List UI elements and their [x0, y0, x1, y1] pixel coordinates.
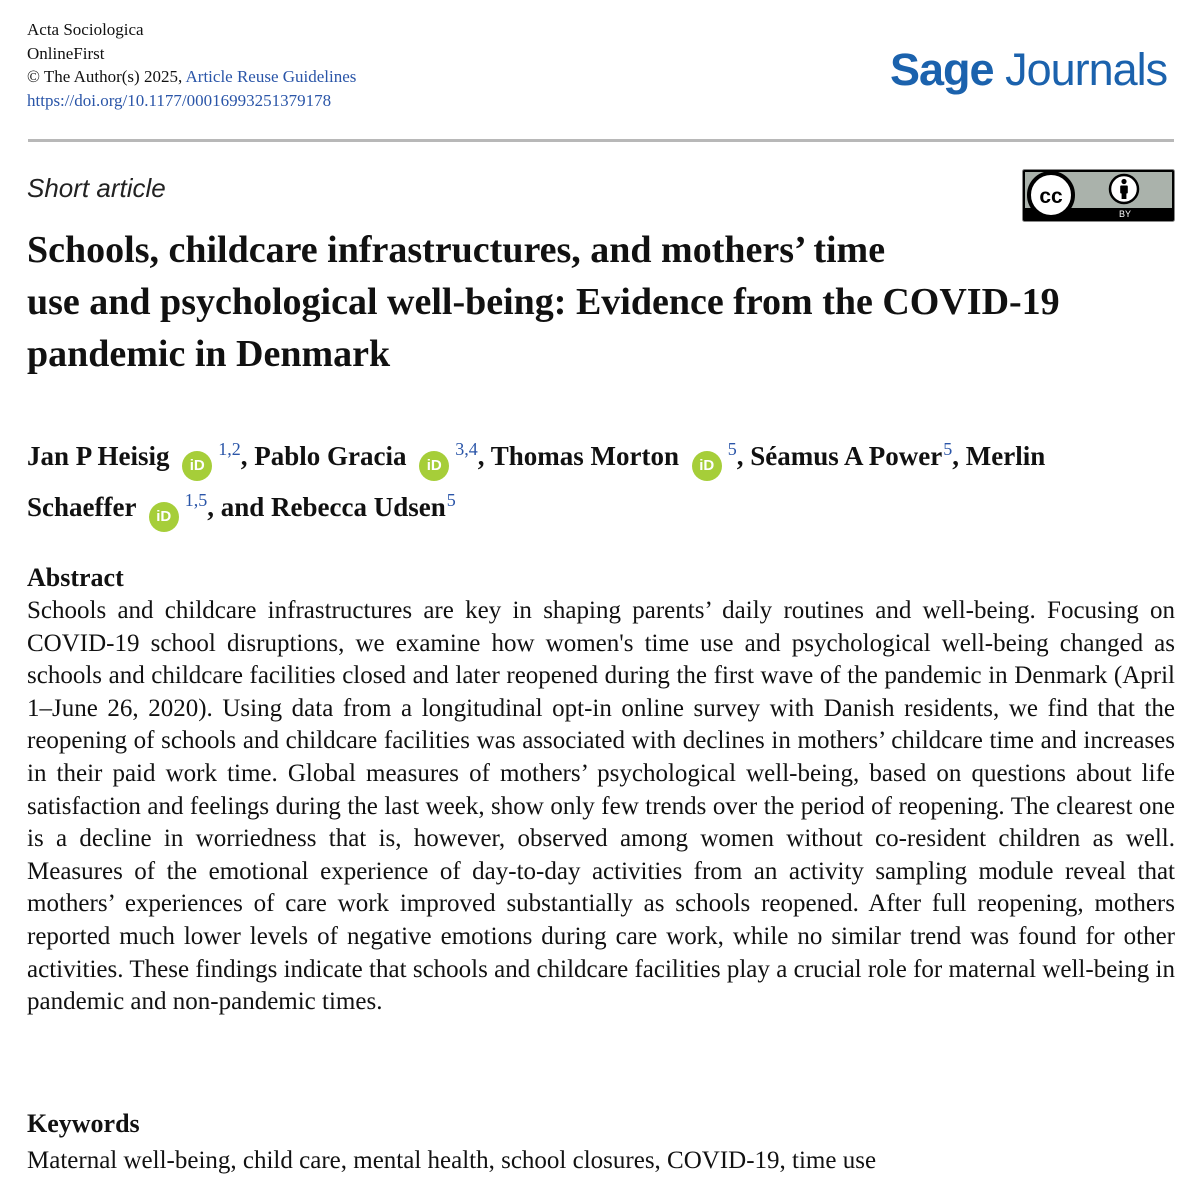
logo-word-sage: Sage [890, 44, 994, 95]
affiliation-link[interactable]: 3,4 [455, 439, 478, 459]
affiliation-link[interactable]: 5 [943, 439, 953, 459]
attribution-icon [1110, 175, 1138, 203]
journal-info [27, 18, 587, 112]
author-name: , Séamus A Power [736, 441, 943, 471]
header-divider [28, 139, 1174, 142]
author-name: Schaeffer [27, 492, 136, 522]
keywords-text: Maternal well-being, child care, mental health, school closures, COVID-19, time use [27, 1147, 877, 1174]
creative-commons-icon [1029, 173, 1073, 217]
title-line: use and psychological well-being: Evidence from the COVID-19 [27, 281, 1060, 323]
copyright-text: © The Author(s) 2025, [27, 67, 186, 86]
title-line: Schools, childcare infrastructures, and mothers’ time [27, 229, 886, 271]
publication-status: OnlineFirst [27, 43, 105, 63]
logo-word-journals: Journals [1005, 44, 1168, 95]
keywords-heading: Keywords [27, 1109, 140, 1138]
author-name: , Merlin [952, 441, 1046, 471]
copyright-line [27, 65, 587, 89]
sage-journals-logo[interactable] [890, 44, 1167, 96]
affiliation-link[interactable]: 5 [446, 490, 456, 510]
affiliation-link[interactable]: 1,2 [218, 439, 241, 459]
author-name: , Thomas Morton [477, 441, 680, 471]
orcid-icon[interactable]: iD [182, 451, 212, 481]
author-name: Jan P Heisig [27, 441, 170, 471]
cc-by-license-badge[interactable] [1022, 169, 1175, 222]
article-reuse-link[interactable]: Article Reuse Guidelines [185, 67, 357, 86]
orcid-icon[interactable]: iD [419, 451, 449, 481]
article-type: Short article [27, 173, 166, 203]
author-name: , and Rebecca Udsen [207, 492, 446, 522]
affiliation-link[interactable]: 5 [727, 439, 737, 459]
article-title [27, 224, 1177, 380]
cc-symbol: cc [1039, 185, 1063, 208]
orcid-icon[interactable]: iD [149, 502, 179, 532]
doi-link[interactable]: https://doi.org/10.1177/00016993251379178 [27, 90, 332, 110]
affiliation-link[interactable]: 1,5 [184, 490, 208, 510]
abstract-text: Schools and childcare infrastructures are key in shaping parents’ daily routines and well-being. Focusing on COVID-19 school disruptions, we examine how women's time use and psychological well-being changed as schools and childcare facilities closed and later reopened during the first wave of the pandemic in Denmark (April 1–June 26, 2020). Using data from a longitudinal opt-in online survey with Danish residents, we find that the reopening of schools and childcare facilities was associated with declines in mothers’ childcare time and increases in their paid work time. Global measures of mothers’ psychological well-being, based on questions about life satisfaction and feelings during the last week, show only few trends over the period of reopening. The clearest one is a decline in worriedness that is, however, observed among women without co-resident children as well. Measures of the emotional experience of day-to-day activities from an activity sampling module reveal that mothers’ experiences of care work improved substantially as schools reopened. After full reopening, mothers reported much lower levels of negative emotions during care work, while no similar trend was found for other activities. These findings indicate that schools and childcare facilities play a crucial role for maternal well-being in pandemic and non-pandemic times. [27, 597, 1175, 1016]
by-label: BY [1118, 209, 1132, 219]
journal-name: Acta Sociologica [27, 20, 144, 39]
author-name: , Pablo Gracia [240, 441, 407, 471]
orcid-icon[interactable]: iD [692, 451, 722, 481]
abstract-heading: Abstract [27, 563, 124, 592]
title-line: pandemic in Denmark [27, 333, 391, 375]
author-list [27, 430, 1177, 532]
